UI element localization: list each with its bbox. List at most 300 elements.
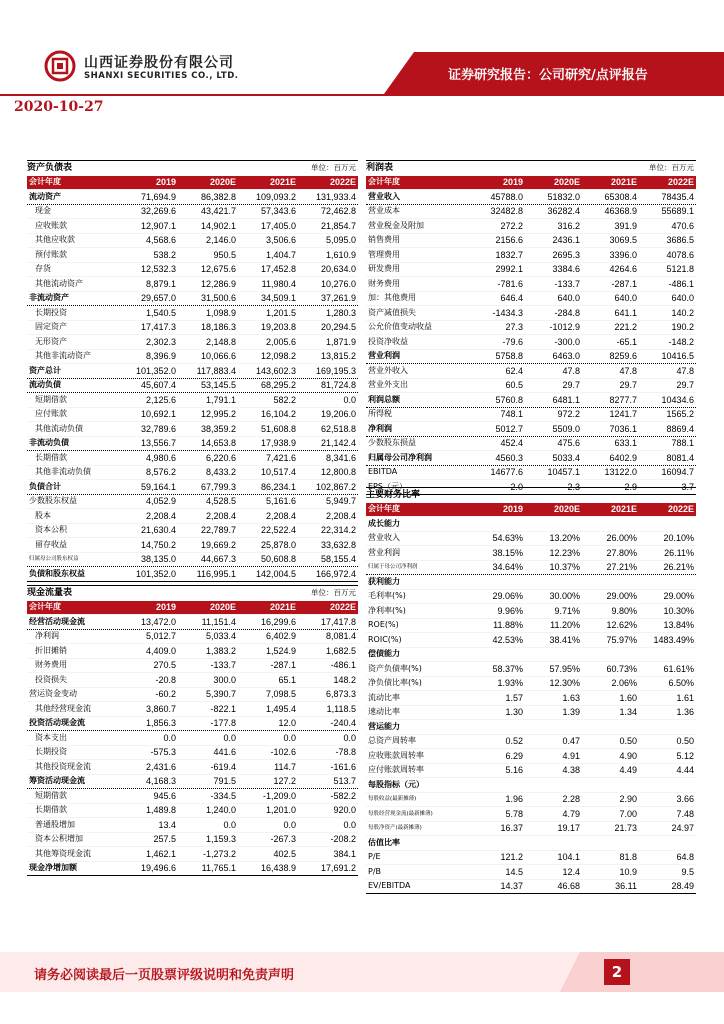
cashflow-row xyxy=(27,644,358,659)
balance-sheet-row xyxy=(27,408,358,423)
income-statement-cell: 2992.1 xyxy=(495,264,523,274)
balance-sheet-row-label: 应收账款 xyxy=(35,220,67,230)
cashflow-row-label: 长期投资 xyxy=(35,747,67,756)
balance-sheet-cell: 1,610.9 xyxy=(325,249,356,260)
financial-ratios-cell: 4.38 xyxy=(562,765,580,775)
financial-ratios-cell: 36.11 xyxy=(615,881,637,891)
balance-sheet-cell: 166,972.4 xyxy=(315,568,356,579)
financial-ratios-cell: 2.90 xyxy=(619,794,637,804)
income-statement-cell: 640.0 xyxy=(671,293,694,303)
cashflow-cell: -60.2 xyxy=(155,689,176,699)
income-statement-column-header: 2021E xyxy=(610,177,637,187)
balance-sheet-cell: 22,522.4 xyxy=(260,525,296,535)
cashflow-cell: 7,098.5 xyxy=(265,689,296,699)
financial-ratios-row-label: 营业利润 xyxy=(368,547,400,557)
income-statement-row xyxy=(366,277,696,292)
financial-ratios-row-label: 总资产周转率 xyxy=(368,736,416,745)
financial-ratios-row-label: 成长能力 xyxy=(368,518,400,528)
cashflow-cell: -486.1 xyxy=(330,660,356,670)
cashflow-table xyxy=(27,585,358,876)
financial-ratios-cell: 30.00% xyxy=(549,591,580,601)
income-statement-row-label: EBITDA xyxy=(368,467,398,476)
balance-sheet-cell: 58,155.4 xyxy=(320,554,356,564)
income-statement-row-label: 所得税 xyxy=(368,409,392,418)
financial-ratios-cell: 1483.49% xyxy=(653,634,694,645)
balance-sheet-row xyxy=(27,350,358,365)
income-statement-row xyxy=(366,379,696,394)
income-statement-cell: 641.1 xyxy=(614,307,637,318)
report-date: 2020-10-27 xyxy=(14,99,104,115)
financial-ratios-row xyxy=(366,720,696,735)
financial-ratios-row-label: 流动比率 xyxy=(368,692,400,702)
cashflow-cell: 4,409.0 xyxy=(145,645,176,656)
financial-ratios-row xyxy=(366,517,696,532)
income-statement-row-label: 利润总额 xyxy=(368,394,400,404)
income-statement-cell: 1565.2 xyxy=(666,409,694,419)
balance-sheet-row xyxy=(27,248,358,263)
income-statement-cell: 46368.9 xyxy=(604,206,637,216)
balance-sheet-cell: 38,135.0 xyxy=(140,554,176,564)
balance-sheet-row-label: 负债和股东权益 xyxy=(29,568,85,578)
cashflow-row xyxy=(27,818,358,833)
income-statement-cell: 1241.7 xyxy=(609,409,637,419)
financial-ratios-row xyxy=(366,764,696,779)
balance-sheet-cell: 1,404.7 xyxy=(265,249,296,260)
balance-sheet-cell: 25,878.0 xyxy=(260,539,296,550)
balance-sheet-cell: 10,517.4 xyxy=(260,467,296,477)
financial-ratios-cell: 104.1 xyxy=(557,852,580,862)
financial-ratios-title: 主要财务比率 xyxy=(366,490,421,500)
cashflow-row xyxy=(27,847,358,862)
balance-sheet-cell: 12,907.1 xyxy=(140,220,176,231)
cashflow-cell: -20.8 xyxy=(155,674,176,685)
balance-sheet-row xyxy=(27,234,358,249)
cashflow-row-label: 资本公积增加 xyxy=(35,834,83,843)
cashflow-cell: 5,390.7 xyxy=(205,689,236,699)
income-statement-row xyxy=(366,408,696,423)
cashflow-cell: 16,299.6 xyxy=(260,616,296,627)
cashflow-row-label: 投资损失 xyxy=(35,674,67,684)
cashflow-cell: 1,118.5 xyxy=(326,703,356,714)
cashflow-row xyxy=(27,702,358,717)
balance-sheet-row-label: 预付账款 xyxy=(35,249,67,259)
balance-sheet-cell: 5,949.7 xyxy=(325,496,356,506)
income-statement-cell: 5121.8 xyxy=(666,264,694,274)
balance-sheet-row-label: 短期借款 xyxy=(35,394,67,404)
financial-ratios-row xyxy=(366,865,696,880)
income-statement-cell: 29.7 xyxy=(619,380,637,390)
cashflow-row-label: 长期借款 xyxy=(35,805,67,814)
income-statement-cell: 2695.3 xyxy=(552,249,580,260)
cashflow-row xyxy=(27,760,358,775)
income-statement-cell: 748.1 xyxy=(500,409,523,419)
financial-ratios-cell: 4.91 xyxy=(562,750,580,761)
cashflow-cell: -619.4 xyxy=(210,761,236,772)
balance-sheet-row-label: 固定资产 xyxy=(35,322,67,331)
income-statement-cell: 221.2 xyxy=(614,322,637,332)
income-statement-row xyxy=(366,205,696,220)
income-statement-column-header: 2019 xyxy=(502,177,523,187)
income-statement-cell: -284.8 xyxy=(554,307,580,318)
financial-ratios-row-label: 应收账款周转率 xyxy=(368,750,424,760)
financial-ratios-cell: 9.80% xyxy=(611,605,637,616)
income-statement-cell: -300.0 xyxy=(554,336,580,347)
financial-ratios-cell: 1.60 xyxy=(619,692,637,703)
balance-sheet-cell: 18,186.3 xyxy=(200,322,236,332)
balance-sheet-cell: 13,556.7 xyxy=(140,438,176,448)
financial-ratios-row xyxy=(366,749,696,764)
income-statement-cell: 8081.4 xyxy=(666,452,694,463)
financial-ratios-cell: 14.37 xyxy=(500,881,523,891)
balance-sheet-cell: 2,148.8 xyxy=(205,336,236,347)
income-statement-row-label: 营业利润 xyxy=(368,351,400,360)
financial-ratios-row xyxy=(366,836,696,851)
financial-ratios-cell: 60.73% xyxy=(606,663,637,674)
cashflow-cell: 11,765.1 xyxy=(201,863,236,873)
income-statement-column-header: 会计年度 xyxy=(368,177,400,186)
income-statement-row xyxy=(366,292,696,307)
income-statement-cell: -1434.3 xyxy=(492,307,523,318)
financial-ratios-cell: 64.8 xyxy=(676,852,694,862)
financial-ratios-cell: 58.37% xyxy=(492,663,523,674)
cashflow-row-label: 其他经营现金流 xyxy=(35,703,91,713)
financial-ratios-cell: 54.63% xyxy=(492,533,523,543)
cashflow-row xyxy=(27,789,358,804)
balance-sheet-row xyxy=(27,335,358,350)
balance-sheet-cell: 72,462.8 xyxy=(320,206,356,216)
income-statement-row-label: 管理费用 xyxy=(368,249,400,259)
cashflow-row-label: 其他投资现金流 xyxy=(35,761,91,771)
balance-sheet-row-label: 非流动资产 xyxy=(29,293,69,302)
balance-sheet-cell: 11,980.4 xyxy=(261,278,296,289)
cashflow-cell: 19,496.6 xyxy=(140,863,176,873)
financial-ratios-cell: 10.30% xyxy=(663,605,694,616)
balance-sheet-column-header: 2019 xyxy=(155,177,176,187)
cashflow-cell: 1,489.8 xyxy=(145,805,176,815)
cashflow-row-label: 资本支出 xyxy=(35,732,67,742)
income-statement-column-header: 2022E xyxy=(667,177,694,187)
cashflow-row xyxy=(27,731,358,746)
balance-sheet-row xyxy=(27,393,358,408)
financial-ratios-cell: 10.9 xyxy=(619,866,637,877)
balance-sheet-cell: 20,294.5 xyxy=(320,322,356,332)
income-statement-cell: 45788.0 xyxy=(490,191,523,202)
cashflow-column-header: 2022E xyxy=(329,602,356,612)
cashflow-cell: 0.0 xyxy=(283,819,296,830)
financial-ratios-cell: 1.34 xyxy=(619,707,637,717)
balance-sheet-cell: 10,066.6 xyxy=(200,351,236,361)
balance-sheet-cell: 12,995.2 xyxy=(200,409,236,419)
cashflow-cell: 0.0 xyxy=(343,732,356,743)
income-statement-cell: 391.9 xyxy=(614,220,637,231)
cashflow-cell: 0.0 xyxy=(343,819,356,830)
financial-ratios-cell: 1.36 xyxy=(676,707,694,717)
financial-ratios-cell: 27.21% xyxy=(606,562,637,572)
income-statement-cell: 16094.7 xyxy=(661,467,694,477)
income-statement-cell: 316.2 xyxy=(557,220,580,231)
balance-sheet-cell: 71,694.9 xyxy=(140,191,176,202)
income-statement-cell: 4264.6 xyxy=(609,264,637,274)
financial-ratios-row xyxy=(366,778,696,793)
balance-sheet-cell: 21,854.7 xyxy=(320,220,356,231)
cashflow-cell: 4,168.3 xyxy=(145,776,176,786)
income-statement-cell: 5012.7 xyxy=(495,423,523,434)
financial-ratios-cell: 7.00 xyxy=(619,808,637,819)
cashflow-unit: 单位：百万元 xyxy=(311,588,356,597)
cashflow-cell: 8,081.4 xyxy=(325,631,356,641)
balance-sheet-row-label: 股本 xyxy=(35,510,51,520)
financial-ratios-cell: 28.49 xyxy=(671,881,694,891)
financial-ratios-cell: 10.37% xyxy=(549,562,580,572)
balance-sheet-row xyxy=(27,379,358,394)
disclaimer-note: 请务必阅读最后一页股票评级说明和免责声明 xyxy=(34,968,295,983)
income-statement-row-label: 净利润 xyxy=(368,423,392,433)
balance-sheet-cell: 8,396.9 xyxy=(145,351,176,361)
balance-sheet-row-label: 流动资产 xyxy=(29,191,61,201)
balance-sheet-cell: 2,208.4 xyxy=(145,510,176,521)
balance-sheet-cell: 1,098.9 xyxy=(205,307,236,318)
income-statement-cell: 5509.0 xyxy=(552,423,580,434)
balance-sheet-cell: 19,206.0 xyxy=(320,409,356,419)
financial-ratios-column-header: 2022E xyxy=(667,504,694,514)
income-statement-row-label: 营业外支出 xyxy=(368,380,408,389)
cashflow-cell: 114.7 xyxy=(274,761,296,772)
balance-sheet-row xyxy=(27,509,358,524)
income-statement-cell: 3686.5 xyxy=(666,235,694,245)
balance-sheet-cell: 33,632.8 xyxy=(320,539,356,550)
balance-sheet-cell: 17,938.9 xyxy=(260,438,296,448)
balance-sheet-cell: 10,276.0 xyxy=(320,278,356,289)
income-statement-row-label: EPS（元） xyxy=(368,481,407,491)
financial-ratios-column-header: 会计年度 xyxy=(368,504,400,513)
balance-sheet-cell: 2,208.4 xyxy=(205,510,236,521)
cashflow-row-label: 财务费用 xyxy=(35,660,67,669)
balance-sheet-row-label: 其他应收款 xyxy=(35,235,75,244)
income-statement-cell: 3384.6 xyxy=(552,264,580,274)
financial-ratios-cell: 5.78 xyxy=(505,808,523,819)
income-statement-cell: -287.1 xyxy=(611,278,637,289)
financial-ratios-cell: 12.30% xyxy=(549,678,580,688)
balance-sheet-cell: 12,286.9 xyxy=(200,278,236,289)
cashflow-cell: -267.3 xyxy=(270,834,296,844)
cashflow-column-header: 2020E xyxy=(209,602,236,612)
cashflow-cell: -822.1 xyxy=(210,703,236,714)
financial-ratios-cell: 0.52 xyxy=(505,736,523,746)
balance-sheet-row xyxy=(27,451,358,466)
financial-ratios-cell: 34.64% xyxy=(492,562,523,572)
balance-sheet-cell: 53,145.5 xyxy=(200,380,236,390)
balance-sheet-cell: 19,669.2 xyxy=(200,539,236,550)
income-statement-cell: 47.8 xyxy=(619,365,637,376)
balance-sheet-cell: 117,883.4 xyxy=(196,365,236,376)
income-statement-cell: 788.1 xyxy=(671,438,694,448)
cashflow-cell: 1,682.5 xyxy=(325,645,356,656)
financial-ratios-row xyxy=(366,706,696,721)
balance-sheet-row xyxy=(27,466,358,481)
income-statement-cell: 60.5 xyxy=(505,380,523,390)
cashflow-cell: 0.0 xyxy=(223,732,236,743)
balance-sheet-cell: 31,500.6 xyxy=(200,293,236,303)
income-statement-column-header: 2020E xyxy=(553,177,580,187)
income-statement-cell: 47.8 xyxy=(676,365,694,376)
cashflow-cell: 1,495.4 xyxy=(265,703,296,714)
financial-ratios-header-row xyxy=(366,503,696,518)
cashflow-cell: 384.1 xyxy=(333,848,356,859)
financial-ratios-column-header: 2020E xyxy=(553,504,580,514)
cashflow-cell: 5,012.7 xyxy=(145,631,176,641)
income-statement-cell: -79.6 xyxy=(502,336,523,347)
income-statement-row xyxy=(366,248,696,263)
financial-ratios-row xyxy=(366,807,696,822)
financial-ratios-cell: 5.16 xyxy=(505,765,523,775)
cashflow-row xyxy=(27,804,358,819)
company-name-cn: 山西证券股份有限公司 xyxy=(84,55,234,71)
balance-sheet-cell: 12,675.6 xyxy=(200,264,236,274)
cashflow-cell: 5,033.4 xyxy=(205,631,236,641)
balance-sheet-cell: 16,104.2 xyxy=(260,409,296,419)
income-statement-row xyxy=(366,393,696,408)
balance-sheet-cell: 12,800.8 xyxy=(320,467,356,477)
balance-sheet-header-row xyxy=(27,176,358,191)
income-statement-cell: 7036.1 xyxy=(609,423,637,434)
financial-ratios-row-label: 营业收入 xyxy=(368,533,400,542)
cashflow-row-label: 投资活动现金流 xyxy=(29,718,85,727)
financial-ratios-cell: 24.97 xyxy=(671,823,694,833)
financial-ratios-row-label: 速动比率 xyxy=(368,707,400,716)
financial-ratios-cell: 4.44 xyxy=(676,765,694,775)
balance-sheet-cell: 143,602.3 xyxy=(255,365,296,376)
balance-sheet-cell: 17,452.8 xyxy=(260,264,296,274)
cashflow-cell: 257.5 xyxy=(153,834,176,844)
income-statement-cell: 51832.0 xyxy=(547,191,580,202)
income-statement-cell: 640.0 xyxy=(614,293,637,303)
balance-sheet-cell: 582.2 xyxy=(273,394,296,405)
financial-ratios-cell: 38.15% xyxy=(492,547,523,558)
cashflow-cell: 945.6 xyxy=(153,790,176,801)
financial-ratios-row xyxy=(366,532,696,547)
financial-ratios-row xyxy=(366,662,696,677)
balance-sheet-row xyxy=(27,364,358,379)
financial-ratios-cell: 12.62% xyxy=(606,620,637,630)
income-statement-cell: 2436.1 xyxy=(552,235,580,245)
income-statement-cell: 78435.4 xyxy=(661,191,694,202)
financial-ratios-row xyxy=(366,561,696,576)
financial-ratios-row xyxy=(366,604,696,619)
income-statement-row xyxy=(366,263,696,278)
cashflow-cell: -161.6 xyxy=(330,761,356,772)
balance-sheet-cell: 538.2 xyxy=(153,249,176,260)
balance-sheet-row-label: 负债合计 xyxy=(29,481,61,491)
financial-ratios-cell: 2.28 xyxy=(562,794,580,804)
income-statement-cell: 646.4 xyxy=(500,293,523,303)
financial-ratios-cell: 121.2 xyxy=(500,852,523,862)
cashflow-cell: -1,209.0 xyxy=(262,790,296,801)
cashflow-row xyxy=(27,717,358,732)
cashflow-column-header: 会计年度 xyxy=(29,602,61,611)
income-statement-row-label: 资产减值损失 xyxy=(368,307,416,317)
cashflow-cell: 13,472.0 xyxy=(140,616,176,627)
cashflow-cell: 1,201.0 xyxy=(265,805,296,815)
income-statement-row xyxy=(366,466,696,481)
balance-sheet-cell: 17,417.3 xyxy=(140,322,176,332)
cashflow-row xyxy=(27,862,358,877)
income-statement-cell: 452.4 xyxy=(500,438,523,448)
income-statement-row xyxy=(366,335,696,350)
financial-ratios-row xyxy=(366,822,696,837)
balance-sheet-cell: 2,005.6 xyxy=(265,336,296,347)
cashflow-row-label: 营运资金变动 xyxy=(29,689,77,698)
financial-ratios-cell: 11.88% xyxy=(493,620,523,630)
balance-sheet-cell: 8,341.6 xyxy=(325,452,356,463)
cashflow-row xyxy=(27,833,358,848)
income-statement-row-label: 投资净收益 xyxy=(368,336,408,346)
balance-sheet-row xyxy=(27,524,358,539)
balance-sheet-cell: 43,421.7 xyxy=(200,206,236,216)
balance-sheet-row-label: 资产总计 xyxy=(29,365,61,375)
balance-sheet-row xyxy=(27,219,358,234)
balance-sheet-cell: 5,161.6 xyxy=(265,496,296,506)
balance-sheet-row xyxy=(27,205,358,220)
income-statement-row xyxy=(366,422,696,437)
balance-sheet-cell: 44,667.3 xyxy=(200,554,236,564)
cashflow-column-header: 2021E xyxy=(269,602,296,612)
financial-ratios-cell: 1.57 xyxy=(505,692,523,703)
cashflow-cell: 1,462.1 xyxy=(145,848,176,859)
cashflow-cell: -78.8 xyxy=(335,747,356,757)
cashflow-cell: -133.7 xyxy=(210,660,236,670)
financial-ratios-row xyxy=(366,590,696,605)
income-statement-cell: 65308.4 xyxy=(604,191,637,202)
income-statement-cell: 3069.5 xyxy=(609,235,637,245)
balance-sheet-cell: 8,879.1 xyxy=(145,278,176,289)
cashflow-cell: 12.0 xyxy=(278,718,296,728)
income-statement-cell: 47.8 xyxy=(562,365,580,376)
income-statement-cell: 10457.1 xyxy=(547,467,580,477)
balance-sheet-cell: 4,052.9 xyxy=(145,496,176,506)
company-name-en: SHANXI SECURITIES CO., LTD. xyxy=(84,71,239,81)
financial-ratios-row xyxy=(366,793,696,808)
financial-ratios-row-label: P/B xyxy=(368,866,382,876)
financial-ratios-cell: 1.30 xyxy=(505,707,523,717)
balance-sheet-row-label: 长期借款 xyxy=(35,452,67,462)
income-statement-row xyxy=(366,350,696,365)
cashflow-row-label: 普通股增加 xyxy=(35,819,75,829)
income-statement-cell: 140.2 xyxy=(671,307,694,318)
cashflow-cell: 1,240.0 xyxy=(205,805,236,815)
balance-sheet-cell: 20,634.0 xyxy=(320,264,356,274)
cashflow-header-row xyxy=(27,601,358,616)
cashflow-cell: -287.1 xyxy=(270,660,296,670)
financial-ratios-cell: 1.39 xyxy=(562,707,580,717)
balance-sheet-row-label: 其他非流动负债 xyxy=(35,467,91,476)
cashflow-cell: 920.0 xyxy=(333,805,356,815)
income-statement-cell: 640.0 xyxy=(557,293,580,303)
header-divider xyxy=(0,94,724,96)
balance-sheet-cell: 142,004.5 xyxy=(255,568,296,579)
cashflow-cell: 6,873.3 xyxy=(325,689,356,699)
income-statement-row-label: 营业税金及附加 xyxy=(368,220,424,230)
income-statement-cell: 3.7 xyxy=(681,481,694,492)
report-type-label: 证券研究报告：公司研究/点评报告 xyxy=(448,68,648,83)
income-statement-cell: 8277.7 xyxy=(609,394,637,405)
financial-ratios-cell: 3.66 xyxy=(676,794,694,804)
financial-ratios-cell: 14.5 xyxy=(505,866,523,877)
balance-sheet-cell: 12,532.3 xyxy=(140,264,176,274)
balance-sheet-cell: 7,421.6 xyxy=(265,452,296,463)
income-statement-cell: -65.1 xyxy=(616,336,637,347)
balance-sheet-title: 资产负债表 xyxy=(27,163,73,173)
income-statement-cell: 2.0 xyxy=(510,481,523,492)
